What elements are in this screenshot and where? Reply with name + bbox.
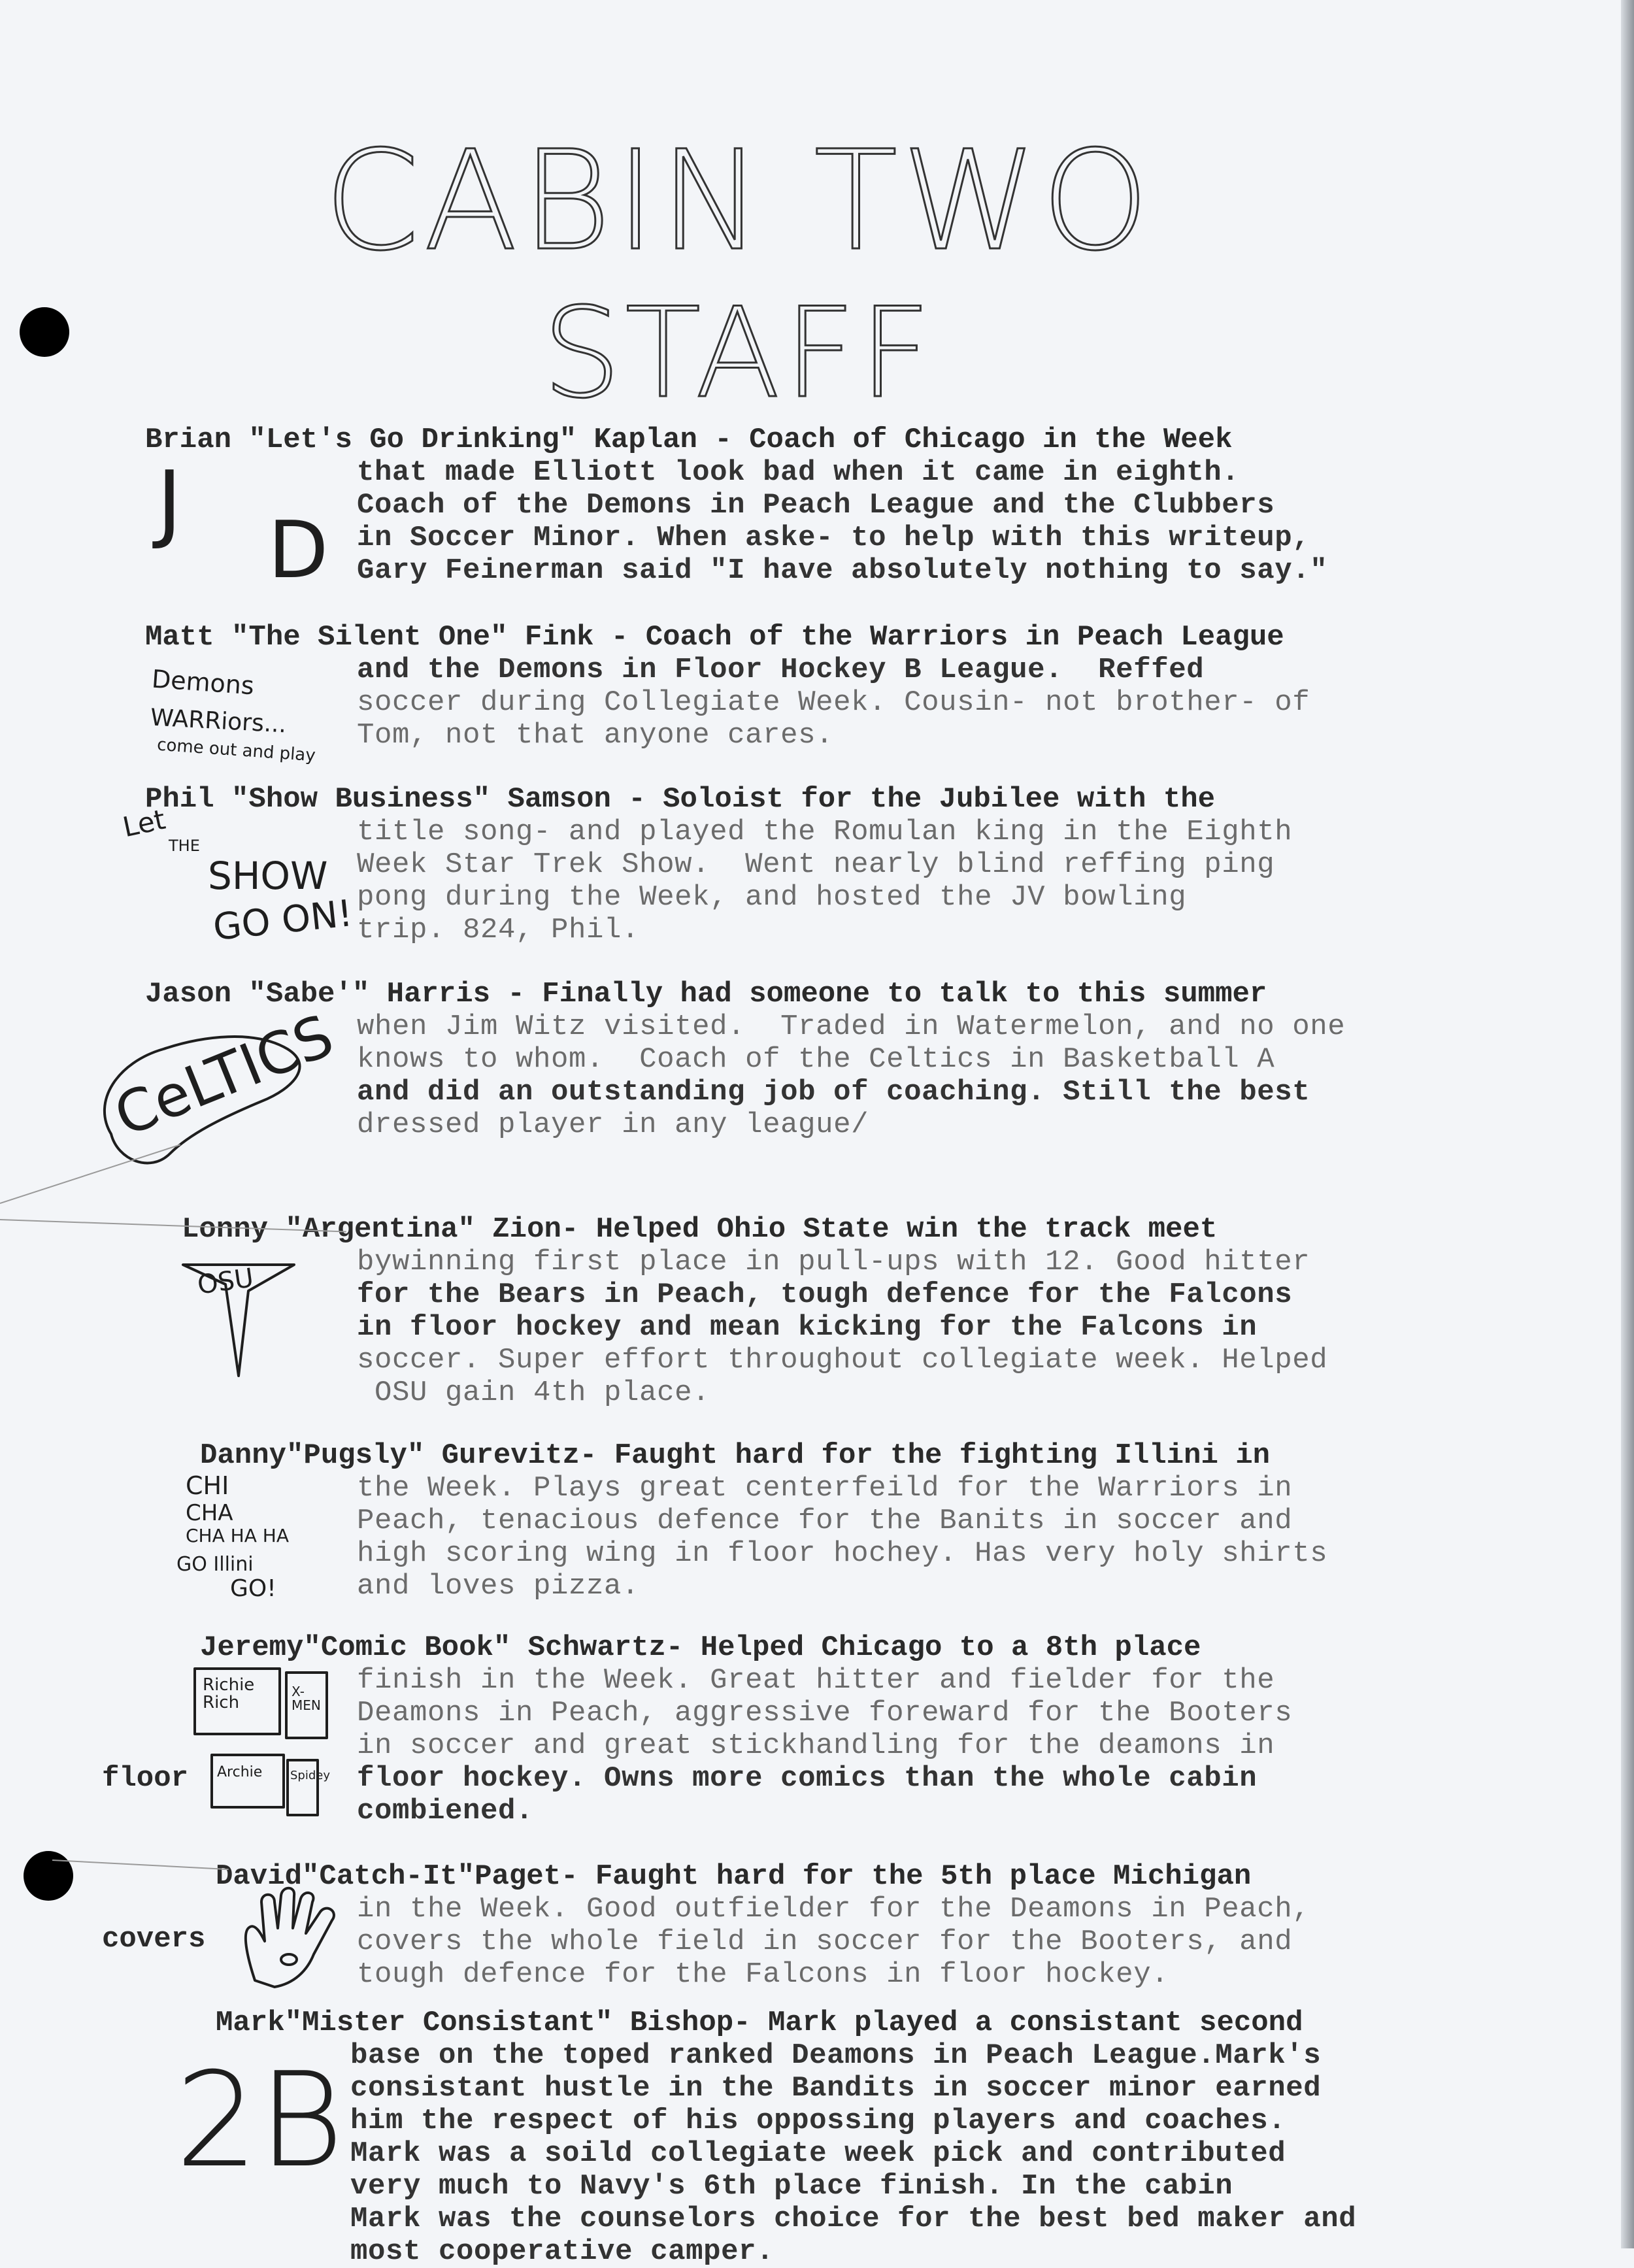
glove-doodle (235, 1882, 346, 1993)
handwritten-note: Archie (217, 1764, 263, 1780)
handwritten-note: CHA (186, 1500, 233, 1526)
page-title: CABIN TWO (324, 121, 1154, 281)
entry-line: the Week. Plays great centerfeild for the Warriors in (357, 1472, 1293, 1505)
entry-line: OSU gain 4th place. (357, 1376, 710, 1409)
handwritten-note: WARRiors... (150, 704, 288, 739)
entry-heading: David"Catch-It"Paget- Faught hard for the 5th place Michigan (216, 1860, 1252, 1893)
entry-line: when Jim Witz visited. Traded in Watermelon, and no one (357, 1010, 1346, 1043)
entry-line: in the Week. Good outfielder for the Deamons in Peach, (357, 1893, 1310, 1926)
page-edge (1621, 0, 1634, 2248)
entry-line: title song- and played the Romulan king in the Eighth (357, 816, 1293, 848)
entry-heading: Matt "The Silent One" Fink - Coach of the Warriors in Peach League (145, 621, 1284, 654)
entry-line: in Soccer Minor. When aske- to help with this writeup, (357, 522, 1310, 554)
margin-word: floor (102, 1762, 189, 1795)
entry-heading: Lonny "Argentina" Zion- Helped Ohio State win the track meet (182, 1213, 1218, 1246)
entry-line: floor hockey. Owns more comics than the whole cabin (357, 1762, 1258, 1795)
handwritten-note: J (157, 452, 182, 552)
handwritten-note: OSU (195, 1263, 256, 1301)
handwritten-note: Let (120, 803, 169, 844)
page-subtitle: STAFF (542, 281, 935, 425)
entry-line: in soccer and great stickhandling for the deamons in (357, 1729, 1275, 1762)
handwritten-note: CHI (186, 1471, 229, 1500)
handwritten-note: GO ON! (211, 892, 355, 949)
entry-line: in floor hockey and mean kicking for the Falcons in (357, 1311, 1258, 1344)
handwritten-note: CHA HA HA (186, 1525, 289, 1546)
entry-line: soccer during Collegiate Week. Cousin- not brother- of (357, 686, 1310, 719)
entry-line: base on the toped ranked Deamons in Peach League.Mark's (350, 2039, 1322, 2072)
entry-heading: Brian "Let's Go Drinking" Kaplan - Coach of Chicago in the Week (145, 424, 1233, 456)
handwritten-note: GO Illini (176, 1553, 254, 1576)
handwritten-note: SHOW (208, 854, 328, 898)
handwritten-note: GO! (230, 1575, 276, 1602)
entry-line: that made Elliott look bad when it came in eighth. (357, 456, 1240, 489)
entry-line: Coach of the Demons in Peach League and the Clubbers (357, 489, 1275, 522)
handwritten-note: D (268, 505, 329, 596)
handwritten-note: X-MEN (292, 1684, 321, 1713)
entry-line: combiened. (357, 1795, 534, 1827)
entry-line: bywinning first place in pull-ups with 12. Good hitter (357, 1246, 1310, 1278)
entry-line: him the respect of his oppossing players and coaches. (350, 2105, 1286, 2137)
entry-line: high scoring wing in floor hochey. Has very holy shirts (357, 1537, 1328, 1570)
entry-line: covers the whole field in soccer for the Booters, and (357, 1926, 1293, 1958)
entry-line: Week Star Trek Show. Went nearly blind reffing ping (357, 848, 1275, 881)
entry-heading: Danny"Pugsly" Gurevitz- Faught hard for the fighting Illini in (200, 1439, 1271, 1472)
handwritten-note: THE (169, 837, 200, 855)
entry-heading: Jason "Sabe'" Harris - Finally had someone to talk to this summer (145, 978, 1267, 1010)
handwritten-note: Richie Rich (203, 1675, 255, 1713)
handwritten-note: come out and play (156, 735, 316, 766)
entry-line: tough defence for the Falcons in floor hockey. (357, 1958, 1169, 1991)
pencil-mark (52, 1859, 229, 1870)
entry-line: and the Demons in Floor Hockey B League. Reffed (357, 654, 1205, 686)
entry-line: for the Bears in Peach, tough defence for the Falcons (357, 1278, 1293, 1311)
entry-line: trip. 824, Phil. (357, 914, 640, 946)
entry-heading: Phil "Show Business" Samson - Soloist for the Jubilee with the (145, 783, 1216, 816)
entry-heading: Jeremy"Comic Book" Schwartz- Helped Chicago to a 8th place (200, 1631, 1201, 1664)
margin-word: covers (102, 1923, 206, 1956)
entry-line: very much to Navy's 6th place finish. In the cabin (350, 2170, 1233, 2203)
entry-line: knows to whom. Coach of the Celtics in Basketball A (357, 1043, 1275, 1076)
entry-line: finish in the Week. Great hitter and fielder for the (357, 1664, 1275, 1697)
entry-line: and loves pizza. (357, 1570, 640, 1603)
entry-line: dressed player in any league/ (357, 1109, 869, 1141)
entry-line: Peach, tenacious defence for the Banits in soccer and (357, 1505, 1293, 1537)
handwritten-note: CeLTICS (105, 1001, 342, 1150)
entry-heading: Mark"Mister Consistant" Bishop- Mark played a consistant second (216, 2007, 1303, 2039)
entry-line: Tom, not that anyone cares. (357, 719, 834, 752)
entry-line: most cooperative camper. (350, 2235, 775, 2268)
handwritten-note: Demons (150, 664, 256, 701)
entry-line: Mark was the counselors choice for the best bed maker and (350, 2203, 1357, 2235)
handwritten-note: Spidey (290, 1769, 331, 1782)
entry-line: Mark was a soild collegiate week pick and contributed (350, 2137, 1286, 2170)
handwritten-note: 2B (175, 2044, 344, 2197)
entry-line: consistant hustle in the Bandits in soccer minor earned (350, 2072, 1322, 2105)
entry-line: soccer. Super effort throughout collegiate week. Helped (357, 1344, 1328, 1376)
entry-line: Deamons in Peach, aggressive foreward for the Booters (357, 1697, 1293, 1729)
binder-hole-bottom (24, 1851, 73, 1901)
entry-line: and did an outstanding job of coaching. Still the best (357, 1076, 1310, 1109)
entry-line: Gary Feinerman said "I have absolutely nothing to say." (357, 554, 1328, 587)
entry-line: pong during the Week, and hosted the JV bowling (357, 881, 1187, 914)
